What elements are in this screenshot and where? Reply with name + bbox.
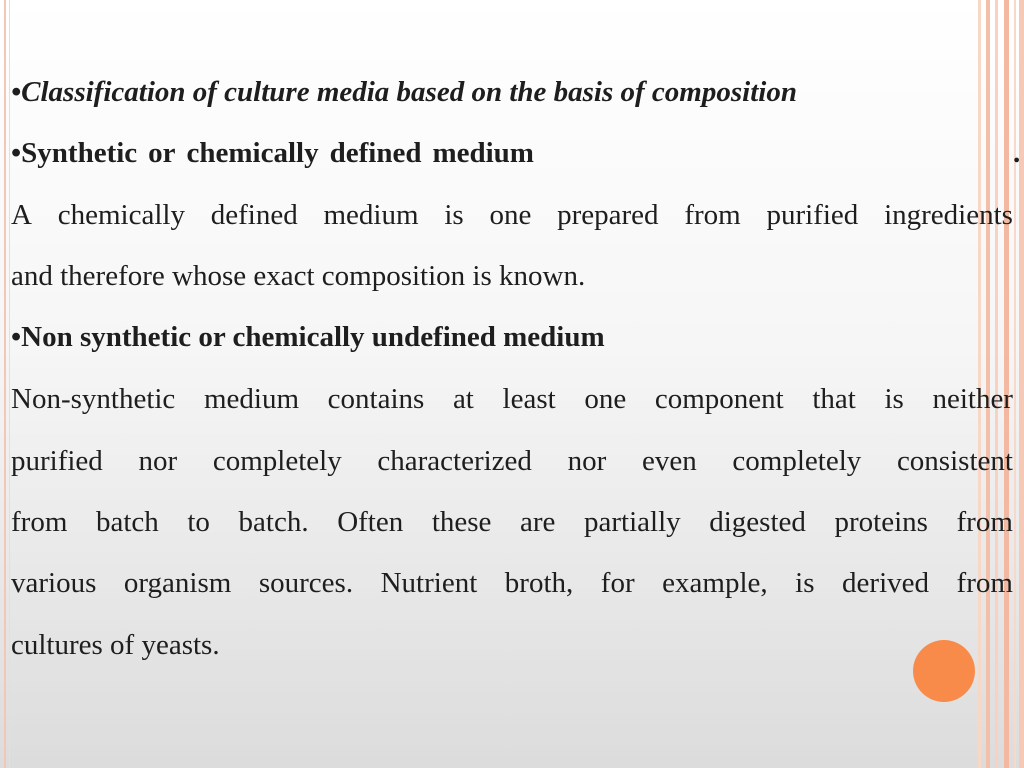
title-word: Synthetic (21, 137, 138, 169)
word: consistent (896, 445, 1013, 477)
word: from (956, 506, 1013, 538)
word: digested (709, 506, 806, 538)
word: batch. (238, 506, 309, 538)
word: Often (337, 506, 404, 538)
word: for (600, 567, 635, 599)
heading-text: Classification of culture media based on the basis of composition (21, 76, 797, 108)
slide-heading (11, 72, 1013, 112)
right-border-stripe (1014, 0, 1016, 768)
word: nor (567, 445, 607, 477)
word: prepared (557, 199, 659, 231)
paragraph-line (11, 563, 1013, 603)
word: Non-synthetic (11, 383, 176, 415)
word: is (884, 383, 904, 415)
word: one (584, 383, 627, 415)
word: from (956, 567, 1013, 599)
title-word: defined (329, 137, 422, 169)
word: defined (210, 199, 298, 231)
word: contains (327, 383, 425, 415)
word: completely (732, 445, 862, 477)
word: from (684, 199, 741, 231)
word: various (11, 567, 97, 599)
paragraph-line: and therefore whose exact composition is known. (11, 260, 586, 292)
left-border-stripe (9, 0, 10, 768)
word: that (812, 383, 856, 415)
paragraph-line (11, 379, 1013, 419)
word: component (654, 383, 784, 415)
word: partially (584, 506, 681, 538)
word: least (502, 383, 556, 415)
title-word: medium (432, 137, 534, 169)
word: broth, (504, 567, 574, 599)
left-border-stripe (4, 0, 6, 768)
title-word: or (148, 137, 176, 169)
section-title-text (21, 137, 534, 169)
paragraph-line (11, 195, 1013, 235)
word: nor (138, 445, 178, 477)
word: sources. (258, 567, 354, 599)
title-word: chemically (186, 137, 319, 169)
word: completely (212, 445, 342, 477)
word: these (431, 506, 492, 538)
word: to (187, 506, 210, 538)
word: ingredients (884, 199, 1013, 231)
paragraph-line (11, 502, 1013, 542)
section-title-non-synthetic (11, 317, 1013, 357)
word: purified (766, 199, 859, 231)
paragraph-line: cultures of yeasts. (11, 629, 220, 661)
word: medium (203, 383, 299, 415)
right-border-stripe (1019, 0, 1024, 768)
word: neither (932, 383, 1013, 415)
word: characterized (377, 445, 532, 477)
word: chemically (57, 199, 185, 231)
trailing-dot: . (1013, 137, 1021, 169)
bullet: • (11, 76, 22, 108)
word: derived (842, 567, 930, 599)
word: at (452, 383, 474, 415)
word: A (11, 199, 32, 231)
word: proteins (834, 506, 928, 538)
word: batch (95, 506, 159, 538)
word: medium (323, 199, 419, 231)
section-title-text: Non synthetic or chemically undefined medium (21, 321, 605, 353)
bullet: • (11, 137, 22, 169)
paragraph-line (11, 441, 1013, 481)
section-title-synthetic (11, 133, 1021, 173)
word: is (795, 567, 815, 599)
word: from (11, 506, 68, 538)
word: one (489, 199, 532, 231)
orange-circle-decoration (913, 640, 975, 702)
word: Nutrient (380, 567, 478, 599)
bullet: • (11, 321, 22, 353)
word: is (444, 199, 464, 231)
word: example, (662, 567, 768, 599)
word: organism (123, 567, 232, 599)
word: are (520, 506, 556, 538)
word: even (641, 445, 697, 477)
word: purified (11, 445, 103, 477)
